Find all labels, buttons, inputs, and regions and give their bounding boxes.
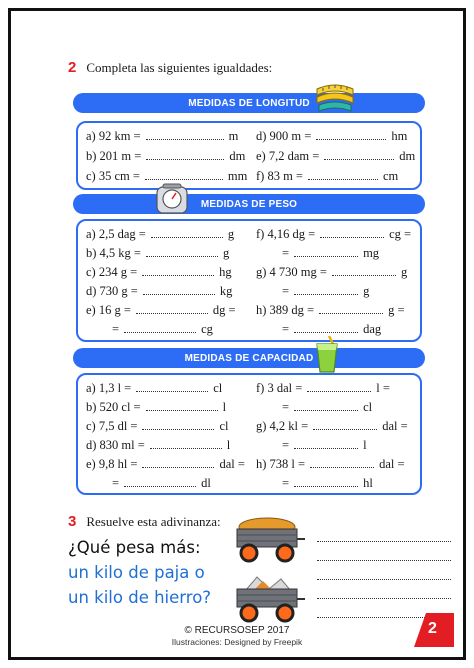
exercise-row xyxy=(86,381,222,395)
exercise-prompt: b) 4,5 kg = xyxy=(86,246,141,260)
exercise-prompt: h) 738 l = xyxy=(256,457,306,471)
exercise-prompt: a) 2,5 dag = xyxy=(86,227,146,241)
page-number: 2 xyxy=(428,620,437,637)
unit-label: hm xyxy=(391,129,408,143)
answer-blank[interactable] xyxy=(150,439,222,449)
exercise-row xyxy=(282,438,367,452)
exercise-prompt: f) 3 dal = xyxy=(256,381,303,395)
hay-cart-icon xyxy=(229,515,307,565)
exercise-row xyxy=(86,169,247,183)
answer-blank[interactable] xyxy=(319,304,383,314)
unit-label: cl xyxy=(363,400,373,414)
exercise-row xyxy=(86,227,234,241)
answer-blank[interactable] xyxy=(146,247,218,257)
unit-label: dal = xyxy=(382,419,408,433)
exercise-row xyxy=(86,438,230,452)
exercise-prompt: b) 201 m = xyxy=(86,149,142,163)
exercise-prompt: d) 830 ml = xyxy=(86,438,145,452)
section-box-capacidad xyxy=(76,373,422,495)
exercise-prompt: c) 7,5 dl = xyxy=(86,419,138,433)
unit-label: dl xyxy=(201,476,211,490)
unit-label: dm xyxy=(229,149,246,163)
exercise-row xyxy=(112,322,213,336)
exercise-row xyxy=(282,400,372,414)
exercise-prompt: e) 9,8 hl = xyxy=(86,457,138,471)
answer-blank[interactable] xyxy=(313,420,377,430)
exercise-row xyxy=(256,419,408,433)
unit-label: dm xyxy=(399,149,416,163)
exercise-row xyxy=(112,476,211,490)
exercise-prompt: e) 7,2 dam = xyxy=(256,149,320,163)
exercise-prompt: = xyxy=(282,438,290,452)
exercise-prompt: a) 92 km = xyxy=(86,129,141,143)
section-title: MEDIDAS DE LONGITUD xyxy=(188,97,310,109)
section-box-longitud xyxy=(76,121,422,190)
iron-cart-icon xyxy=(229,573,307,625)
answer-blank[interactable] xyxy=(294,285,358,295)
exercise-prompt: c) 35 cm = xyxy=(86,169,140,183)
exercise-row xyxy=(256,303,405,317)
tape-measure-icon xyxy=(313,81,357,115)
exercise-row xyxy=(86,400,226,414)
unit-label: cg = xyxy=(389,227,412,241)
section-band-capacidad xyxy=(73,348,425,368)
exercise-prompt: g) 4 730 mg = xyxy=(256,265,327,279)
answer-blank[interactable] xyxy=(136,304,208,314)
question-number: 2 xyxy=(68,59,77,76)
question-number: 3 xyxy=(68,513,77,530)
answer-blank[interactable] xyxy=(294,401,358,411)
unit-label: cl xyxy=(219,419,229,433)
unit-label: g = xyxy=(388,303,405,317)
exercise-row xyxy=(86,246,229,260)
exercise-row xyxy=(86,149,245,163)
exercise-prompt: c) 234 g = xyxy=(86,265,138,279)
exercise-row xyxy=(282,284,369,298)
answer-blank[interactable] xyxy=(294,439,358,449)
unit-label: l xyxy=(222,400,227,414)
question-instruction: Completa las siguientes igualdades: xyxy=(86,60,273,75)
exercise-prompt: = xyxy=(282,476,290,490)
exercise-row xyxy=(86,457,245,471)
section-title: MEDIDAS DE PESO xyxy=(200,198,298,210)
answer-blank[interactable] xyxy=(294,247,358,257)
answer-blank[interactable] xyxy=(124,323,196,333)
exercise-row xyxy=(282,246,379,260)
exercise-row xyxy=(256,227,411,241)
unit-label: cg xyxy=(201,322,213,336)
exercise-prompt: b) 520 cl = xyxy=(86,400,141,414)
unit-label: l xyxy=(226,438,231,452)
unit-label: cl xyxy=(213,381,223,395)
question-2-header xyxy=(68,59,272,76)
riddle-line-1: ¿Qué pesa más: xyxy=(68,538,201,557)
unit-label: g xyxy=(227,227,235,241)
unit-label: dal = xyxy=(379,457,405,471)
exercise-prompt: = xyxy=(282,400,290,414)
answer-blank[interactable] xyxy=(145,170,223,180)
exercise-prompt: h) 389 dg = xyxy=(256,303,315,317)
exercise-prompt: = xyxy=(112,322,120,336)
unit-label: mm xyxy=(227,169,248,183)
answer-blank[interactable] xyxy=(316,130,386,140)
unit-label: dg = xyxy=(212,303,236,317)
exercise-prompt: e) 16 g = xyxy=(86,303,131,317)
footer-credits: Ilustraciones: Designed by Freepik xyxy=(171,637,303,647)
unit-label: dag xyxy=(363,322,382,336)
answer-blank[interactable] xyxy=(146,130,224,140)
exercise-prompt: g) 4,2 kl = xyxy=(256,419,309,433)
juice-cup-icon xyxy=(314,334,340,374)
section-box-peso xyxy=(76,219,422,342)
exercise-row xyxy=(86,265,232,279)
answer-blank[interactable] xyxy=(142,458,214,468)
unit-label: l xyxy=(363,438,367,452)
answer-blank[interactable] xyxy=(142,266,214,276)
exercise-row xyxy=(256,457,405,471)
answer-blank[interactable] xyxy=(310,458,374,468)
exercise-row xyxy=(256,149,415,163)
worksheet-page xyxy=(8,8,466,660)
answer-blank[interactable] xyxy=(142,420,214,430)
unit-label: cm xyxy=(382,169,399,183)
section-band-peso xyxy=(73,194,425,214)
exercise-row xyxy=(256,381,390,395)
exercise-prompt: f) 83 m = xyxy=(256,169,303,183)
exercise-row xyxy=(256,265,407,279)
page-number-badge xyxy=(414,613,454,647)
answer-blank[interactable] xyxy=(146,150,224,160)
exercise-prompt: = xyxy=(282,246,290,260)
unit-label: dal = xyxy=(219,457,245,471)
answer-blank[interactable] xyxy=(324,150,394,160)
answer-blank[interactable] xyxy=(320,228,384,238)
section-band-longitud xyxy=(73,93,425,113)
exercise-row xyxy=(86,284,232,298)
answer-blank[interactable] xyxy=(136,382,208,392)
exercise-prompt: = xyxy=(112,476,120,490)
exercise-row xyxy=(86,129,238,143)
exercise-prompt: d) 730 g = xyxy=(86,284,138,298)
exercise-prompt: = xyxy=(282,322,290,336)
footer-copyright: © RECURSOSEP 2017 xyxy=(184,625,290,636)
riddle-line-2: un kilo de paja o xyxy=(68,563,205,582)
answer-line[interactable] xyxy=(317,560,451,561)
answer-blank[interactable] xyxy=(294,323,358,333)
unit-label: hg xyxy=(219,265,232,279)
unit-label: l = xyxy=(376,381,390,395)
answer-blank[interactable] xyxy=(146,401,218,411)
exercise-row xyxy=(256,169,398,183)
answer-blank[interactable] xyxy=(294,477,358,487)
exercise-prompt: a) 1,3 l = xyxy=(86,381,132,395)
riddle-text xyxy=(68,535,211,610)
scale-icon xyxy=(155,183,189,215)
answer-blank[interactable] xyxy=(143,285,215,295)
unit-label: g xyxy=(363,284,370,298)
question-3-header xyxy=(68,513,221,530)
unit-label: g xyxy=(222,246,230,260)
exercise-row xyxy=(86,303,236,317)
exercise-prompt: f) 4,16 dg = xyxy=(256,227,316,241)
answer-line[interactable] xyxy=(317,579,451,580)
riddle-line-3: un kilo de hierro? xyxy=(68,588,212,607)
answer-blank[interactable] xyxy=(332,266,396,276)
unit-label: g xyxy=(400,265,408,279)
section-title: MEDIDAS DE CAPACIDAD xyxy=(184,352,314,364)
exercise-row xyxy=(256,129,407,143)
answer-blank[interactable] xyxy=(151,228,223,238)
answer-blank[interactable] xyxy=(308,170,378,180)
exercise-prompt: d) 900 m = xyxy=(256,129,312,143)
unit-label: mg xyxy=(363,246,380,260)
exercise-row xyxy=(282,476,373,490)
answer-line[interactable] xyxy=(317,598,451,599)
answer-blank[interactable] xyxy=(307,382,371,392)
exercise-row xyxy=(86,419,229,433)
unit-label: kg xyxy=(219,284,233,298)
unit-label: hl xyxy=(363,476,373,490)
question-instruction: Resuelve esta adivinanza: xyxy=(86,514,221,529)
answer-line[interactable] xyxy=(317,541,451,542)
unit-label: m xyxy=(228,129,239,143)
answer-blank[interactable] xyxy=(124,477,196,487)
exercise-prompt: = xyxy=(282,284,290,298)
